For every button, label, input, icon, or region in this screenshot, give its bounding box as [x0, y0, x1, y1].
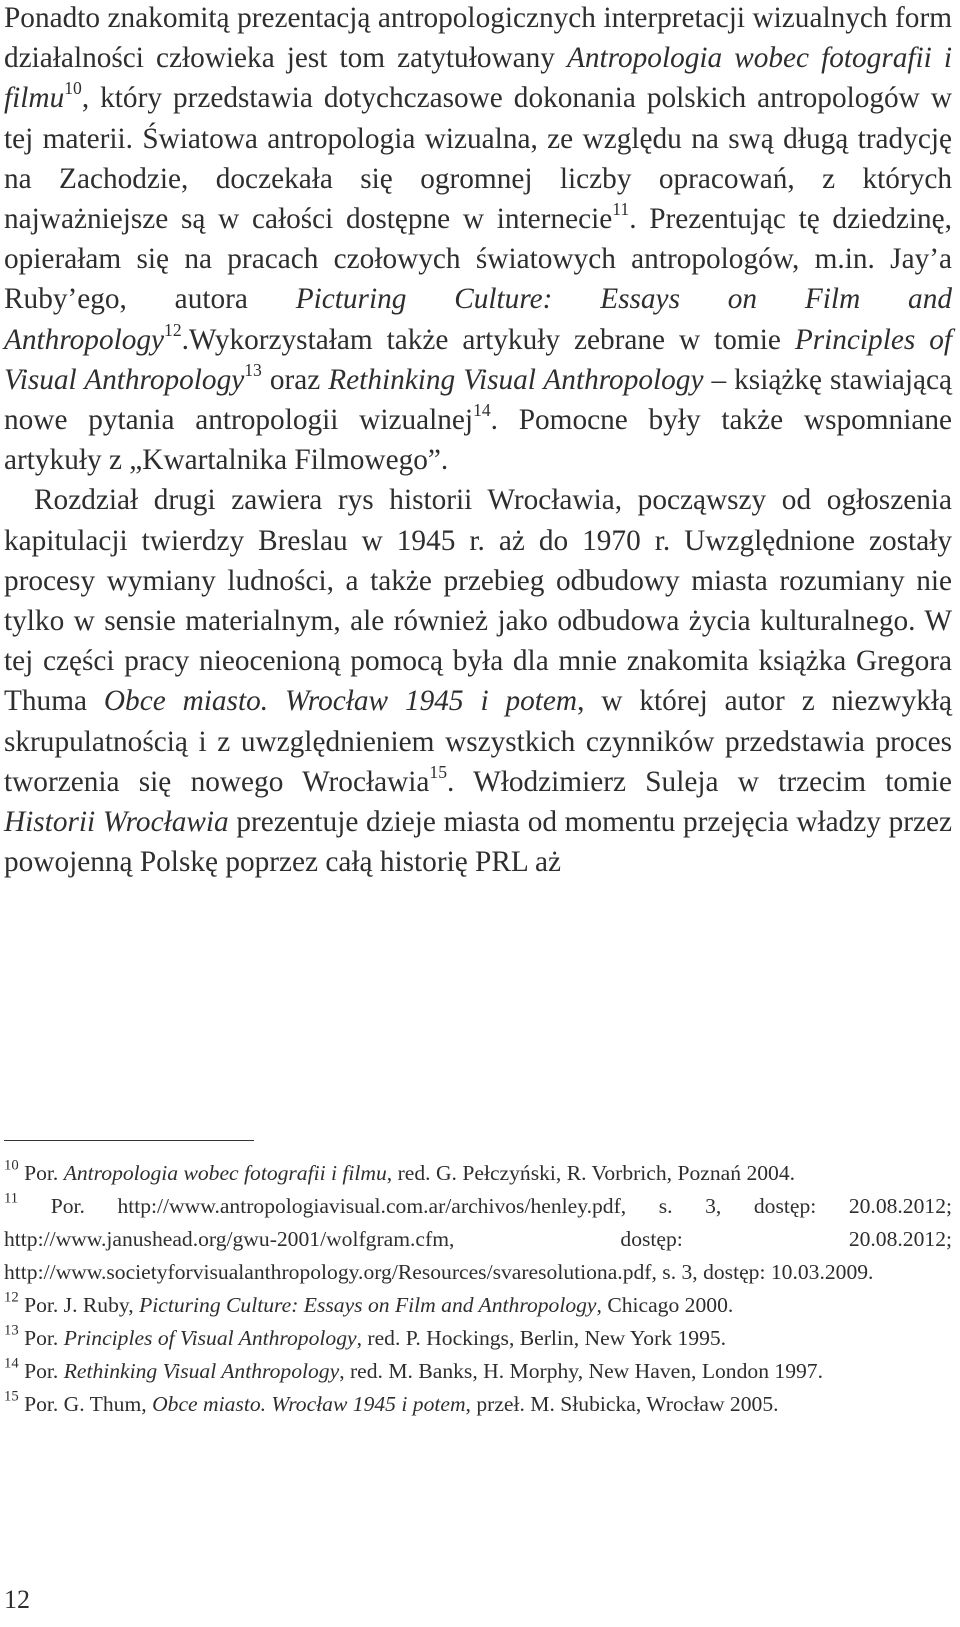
footnote-text: , Chicago 2000. — [596, 1293, 734, 1317]
footnote-ref: 15 — [429, 761, 447, 782]
text-span: . Prezentując tę dziedzinę, opierałam się na pracach czołowych światowych antropologów, m.in. Jay’a Ruby’ego, autora — [4, 203, 952, 316]
page-number: 12 — [4, 1585, 30, 1614]
book-title: Principles of Visual Anthropology — [4, 323, 952, 396]
footnote-text: , red. M. Banks, H. Morphy, New Haven, London 1997. — [339, 1359, 823, 1383]
footnote-text: Por. G. Thum, — [18, 1392, 153, 1416]
footnote-number: 12 — [4, 1289, 19, 1306]
book-title: Historii Wrocławia — [4, 806, 229, 839]
text-span: . Pomocne były także wspomniane artykuły z „Kwartalnika Filmowego”. — [4, 404, 952, 477]
book-title: Rethinking Visual Anthropology — [63, 1359, 340, 1383]
text-span: . Włodzimierz Suleja w trzecim tomie — [447, 765, 953, 798]
footnote-text: Por. — [18, 1161, 64, 1185]
text-span: Ponadto znakomitą prezentacją antropologicznych interpretacji wizualnych form działalności człowieka jest tom zatytułowany — [4, 2, 952, 75]
book-title: Principles of Visual Anthropology — [63, 1326, 357, 1350]
footnote-ref: 10 — [64, 78, 82, 99]
text-span: prezentuje dzieje miasta od momentu przejęcia władzy przez powojenną Polskę poprzez całą historię PRL aż — [4, 806, 952, 879]
paragraph-2 — [4, 480, 952, 882]
footnote-13 — [4, 1322, 952, 1355]
footnote-text: , przeł. M. Słubicka, Wrocław 2005. — [465, 1392, 779, 1416]
footnote-14 — [4, 1355, 952, 1388]
main-text — [4, 0, 952, 882]
footnote-text: , red. G. Pełczyński, R. Vorbrich, Poznań 2004. — [386, 1161, 796, 1185]
footnote-text: Por. http://www.antropologiavisual.com.ar/archivos/henley.pdf, s. 3, dostęp: 20.08.2012; http://www.janushead.org/gwu-2001/wolfgram.cfm, dostęp: 20.08.2012; http://www.societyforvisualanthropology.org/Resources/svaresolutiona.pdf, s. 3, dostęp: 10.03.2009. — [4, 1194, 952, 1284]
text-span: – książkę stawiającą nowe pytania antropologii wizualnej — [4, 363, 953, 437]
footnote-number: 14 — [4, 1355, 19, 1372]
book-title: Picturing Culture: Essays on Film and Anthropology — [139, 1293, 597, 1317]
footnote-number: 13 — [4, 1322, 19, 1339]
footnote-ref: 14 — [473, 399, 491, 420]
footnote-text: Por. — [18, 1326, 64, 1350]
text-span: .Wykorzystałam także artykuły zebrane w tomie — [181, 323, 795, 356]
footnote-12 — [4, 1289, 952, 1322]
text-span: , który przedstawia dotychczasowe dokonania polskich antropologów w tej materii. Światowa antropologia wizualna, ze względu na swą długą tradycję na Zachodzie, doczekała się ogromnej liczby opracowań, z których najważniejsze są w całości dostępne w internecie — [4, 82, 952, 236]
footnote-11 — [4, 1190, 952, 1289]
footnote-ref: 13 — [244, 359, 262, 380]
book-title: Picturing Culture: Essays on Film and Anthropology — [4, 283, 952, 356]
footnote-separator — [4, 1140, 254, 1141]
footnote-text: , red. P. Hockings, Berlin, New York 1995. — [356, 1326, 727, 1350]
book-title: Antropologia wobec fotografii i filmu — [4, 42, 952, 115]
footnote-ref: 11 — [612, 198, 630, 219]
paragraph-1 — [4, 0, 952, 480]
footnote-number: 11 — [4, 1190, 19, 1207]
book-title: Obce miasto. Wrocław 1945 i potem — [103, 685, 578, 718]
footnote-text: Por. J. Ruby, — [18, 1293, 140, 1317]
book-title: Antropologia wobec fotografii i filmu — [63, 1161, 387, 1185]
text-span: oraz — [261, 363, 329, 396]
book-title: Obce miasto. Wrocław 1945 i potem — [152, 1392, 466, 1416]
text-span: , w której autor z niezwykłą skrupulatnością i z uwzględnieniem wszystkich czynników przedstawia proces tworzenia się nowego Wrocławia — [4, 685, 953, 798]
footnote-10 — [4, 1157, 952, 1190]
footnote-number: 10 — [4, 1157, 19, 1174]
footnote-ref: 12 — [164, 319, 182, 340]
footnotes — [4, 1157, 952, 1421]
footnote-text: Por. — [18, 1359, 64, 1383]
text-span: Rozdział drugi zawiera rys historii Wrocławia, począwszy od ogłoszenia kapitulacji twierdzy Breslau w 1945 r. aż do 1970 r. Uwzględnione zostały procesy wymiany ludności, a także przebieg odbudowy miasta rozumiany nie tylko w sensie materialnym, ale również jako odbudowa życia kulturalnego. W tej części pracy nieocenioną pomocą była dla mnie znakomita książka Gregora Thuma — [4, 484, 952, 718]
footnote-number: 15 — [4, 1388, 19, 1405]
footnote-15 — [4, 1388, 952, 1421]
book-title: Rethinking Visual Anthropology — [328, 363, 704, 396]
